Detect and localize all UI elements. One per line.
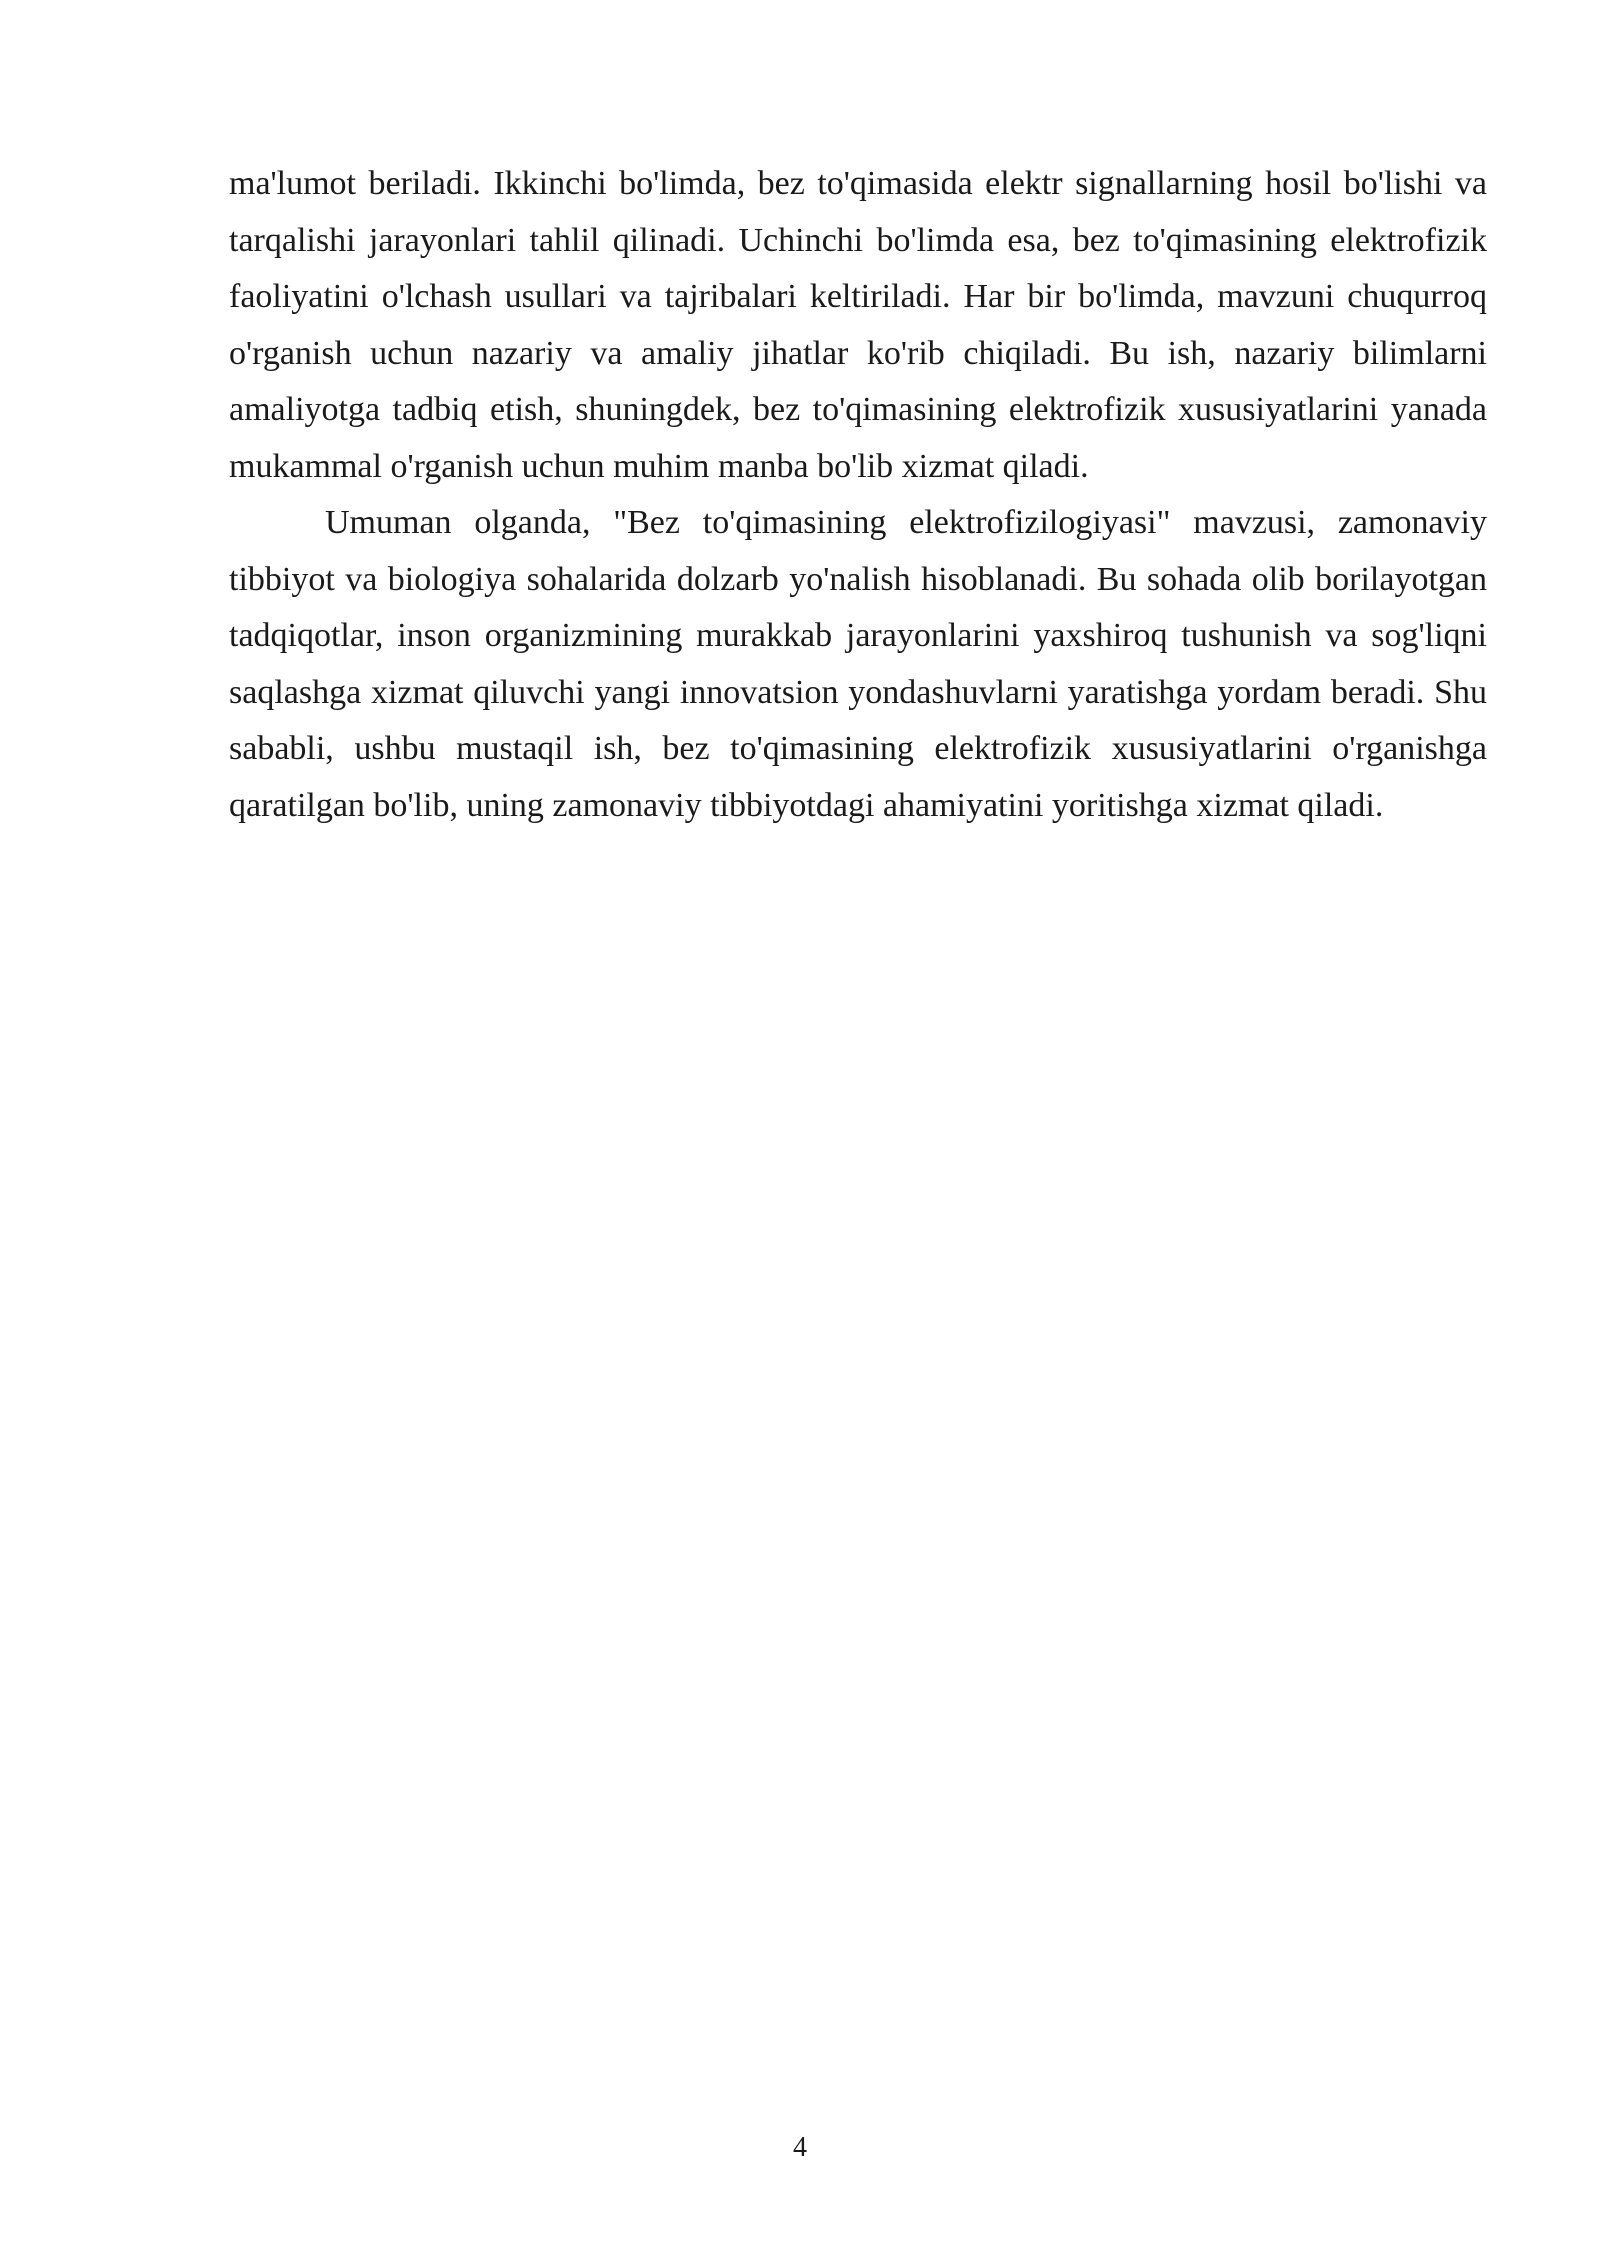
paragraph-conclusion: Umuman olganda, "Bez to'qimasining elektrofizilogiyasi" mavzusi, zamonaviy tibbiyot va biologiya sohalarida dolzarb yo'nalish hisoblanadi. Bu sohada olib borilayotgan tadqiqotlar, inson organizmining murakkab jarayonlarini yaxshiroq tushunish va sog'liqni saqlashga xizmat qiluvchi yangi innovatsion yondashuvlarni yaratishga yordam beradi. Shu sababli, ushbu mustaqil ish, bez to'qimasining elektrofizik xususiyatlarini o'rganishga qaratilgan bo'lib, uning zamonaviy tibbiyotdagi ahamiyatini yoritishga xizmat qiladi.	[229, 504, 1487, 824]
page-number: 4	[793, 2132, 807, 2163]
paragraph-continuation: ma'lumot beriladi. Ikkinchi bo'limda, bez to'qimasida elektr signallarning hosil bo'lishi va tarqalishi jarayonlari tahlil qilinadi. Uchinchi bo'limda esa, bez to'qimasining elektrofizik faoliyatini o'lchash usullari va tajribalari keltiriladi. Har bir bo'limda, mavzuni chuqurroq o'rganish uchun nazariy va amaliy jihatlar ko'rib chiqiladi. Bu ish, nazariy bilimlarni amaliyotga tadbiq etish, shuningdek, bez to'qimasining elektrofizik xususiyatlarini yanada mukammal o'rganish uchun muhim manba bo'lib xizmat qiladi.	[229, 165, 1487, 485]
body-text	[229, 156, 1487, 834]
